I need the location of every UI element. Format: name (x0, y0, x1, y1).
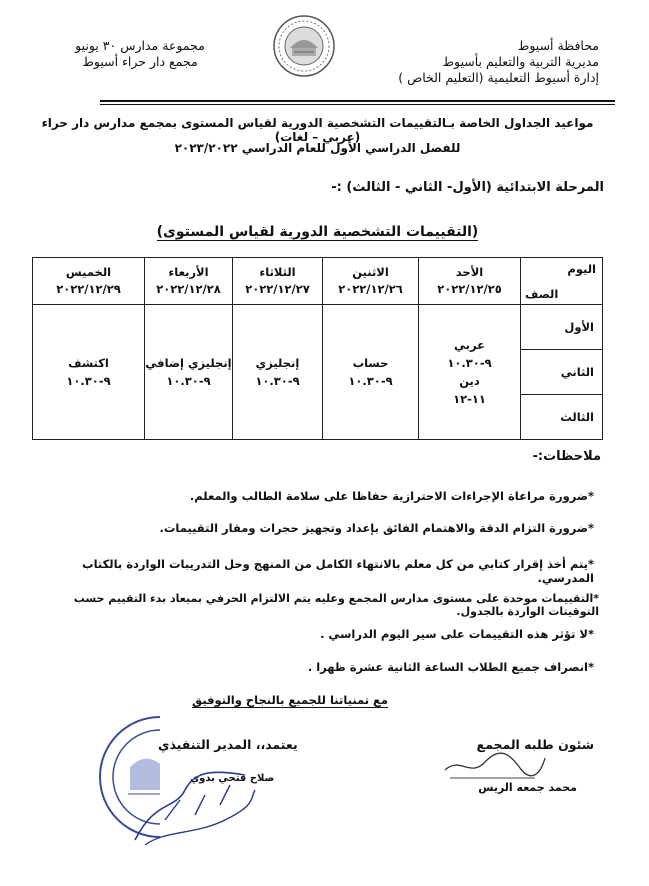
schedule-entry (33, 305, 145, 440)
day-header (233, 258, 323, 305)
entry-line: اكتشف (68, 356, 109, 370)
note-item: *انصراف جميع الطلاب الساعة الثانية عشرة ظهرا . (307, 660, 594, 674)
entry-line: ٩-١٠.٣٠ (447, 356, 492, 370)
note-item: *ضرورة التزام الدقة والاهتمام الفائق بإعداد وتجهيز حجرات ومقار التقييمات. (159, 521, 594, 535)
day-date: ٢٠٢٢/١٢/٢٥ (437, 282, 502, 296)
entry-line: ١١-١٢ (453, 392, 486, 406)
note-item: *ضرورة مراعاة الإجراءات الاحترازية حفاظا على سلامة الطالب والمعلم. (189, 489, 594, 503)
signature-scribble-icon (440, 748, 550, 784)
schedule-entry (233, 305, 323, 440)
schedule-entry (419, 305, 521, 440)
grade-label: الأول (521, 305, 603, 350)
closing-line (160, 693, 420, 707)
day-name: الاثنين (352, 265, 389, 279)
header-line: مديرية التربية والتعليم بأسيوط (442, 54, 599, 69)
corner-grade-label: الصف (525, 287, 559, 301)
header-divider (100, 100, 615, 102)
schedule-entry (145, 305, 233, 440)
signature-scribble-icon (125, 760, 260, 850)
entry-line: ٩-١٠.٣٠ (166, 374, 211, 388)
grade-label: الثاني (521, 350, 603, 395)
notes-heading: ملاحظات:- (532, 449, 601, 464)
entry-line: ٩-١٠.٣٠ (66, 374, 111, 388)
day-header (145, 258, 233, 305)
header-divider (100, 104, 615, 105)
schedule-entry (323, 305, 419, 440)
day-name: الأربعاء (168, 265, 209, 279)
day-date: ٢٠٢٢/١٢/٢٦ (338, 282, 403, 296)
header-line: إدارة أسيوط التعليمية (التعليم الخاص ) (398, 70, 599, 85)
entry-line: عربي (454, 338, 485, 352)
signature-name-right: محمد جمعه الريس (478, 781, 577, 794)
day-date: ٢٠٢٢/١٢/٢٧ (245, 282, 310, 296)
schedule-table (32, 257, 603, 440)
corner-cell (521, 258, 603, 305)
grade-label: الثالث (521, 395, 603, 440)
entry-line: دين (459, 374, 480, 388)
document-title: مواعيد الجداول الخاصة بـالتقييمات التشخصية الدورية لقياس المستوى بمجمع مدارس دار حراء (عربي – لغات) (41, 116, 594, 144)
table-heading-text: (التقييمات التشخصية الدورية لقياس المستوى) (156, 224, 479, 240)
day-date: ٢٠٢٢/١٢/٢٩ (56, 282, 121, 296)
entry-line: ٩-١٠.٣٠ (255, 374, 300, 388)
ministry-logo-icon (272, 14, 336, 78)
header-line: مجموعة مدارس ٣٠ يونيو (75, 38, 205, 53)
day-name: الأحد (455, 265, 484, 279)
day-name: الخميس (65, 265, 112, 279)
signature-name-left: صلاح فتحي بدوي (190, 773, 275, 784)
header-line: مجمع دار حراء أسيوط (82, 54, 198, 69)
stage-heading: المرحلة الابتدائية (الأول- الثاني - الثالث) :- (331, 180, 604, 195)
day-header (323, 258, 419, 305)
closing-text: مع تمنياتنا للجميع بالنجاح والتوفيق (191, 693, 389, 707)
signature-title-left: يعتمد،، المدير التنفيذي (158, 737, 298, 752)
school-header (40, 38, 240, 70)
day-header (419, 258, 521, 305)
table-header-row (33, 258, 603, 305)
signature-title-right: شئون طلبه المجمع (476, 737, 594, 752)
corner-day-label: اليوم (567, 262, 596, 276)
entry-line: حساب (352, 356, 389, 370)
document-subtitle: للفصل الدراسي الأول للعام الدراسي ٢٠٢٣/٢٠٢٢ (174, 141, 461, 155)
day-header (33, 258, 145, 305)
day-date: ٢٠٢٢/١٢/٢٨ (156, 282, 221, 296)
day-name: الثلاثاء (259, 265, 296, 279)
table-heading (30, 224, 605, 240)
authority-header (339, 38, 599, 86)
note-item: *يتم أخذ إقرار كتابي من كل معلم بالانتهاء الكامل من المنهج وحل التدريبات الواردة بالكتاب المدرسي. (82, 557, 594, 585)
note-item: *التقييمات موحدة على مستوى مدارس المجمع وعليه يتم الالتزام الحرفي بميعاد بدء التقييم حسب التوقيتات الواردة بالجدول. (73, 592, 599, 618)
entry-line: ٩-١٠.٣٠ (348, 374, 393, 388)
entry-line: إنجليزي (255, 356, 300, 370)
note-item: *لا تؤثر هذه التقييمات على سير اليوم الدراسي . (320, 627, 594, 641)
entry-line: إنجليزي إضافي (145, 356, 232, 370)
table-row (33, 305, 603, 350)
header-line: محافظة أسيوط (517, 38, 599, 53)
